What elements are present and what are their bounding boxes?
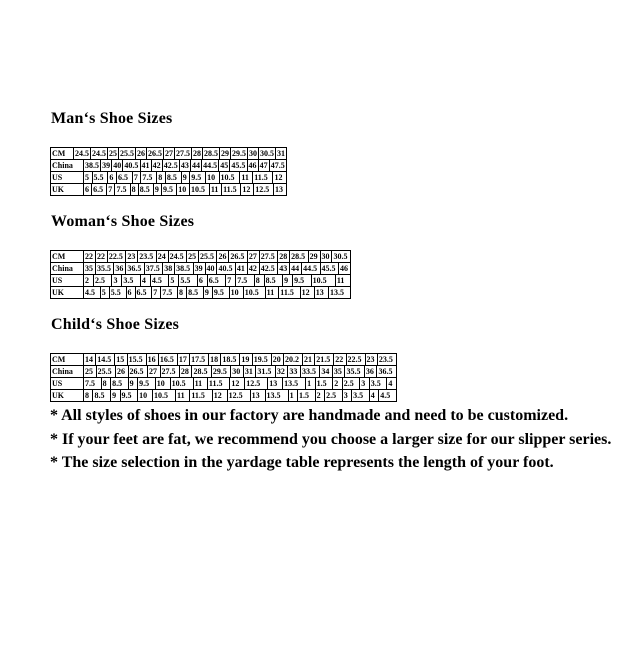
size-cell: 11.5: [222, 184, 241, 196]
size-cell: 10: [177, 184, 190, 196]
size-cell: 2.5: [93, 275, 112, 287]
size-cell: 22.5: [346, 354, 365, 366]
size-cell: 28: [179, 366, 192, 378]
size-cell: 11.5: [207, 378, 229, 390]
size-cell: 22: [95, 251, 107, 263]
size-cell: 42.5: [259, 263, 277, 275]
size-row-china: [50, 159, 287, 172]
row-label: China: [51, 160, 84, 172]
row-label: US: [51, 275, 84, 287]
size-cell: 8.5: [111, 378, 129, 390]
size-cell: 21: [302, 354, 314, 366]
size-cell: 4: [369, 390, 378, 402]
size-cell: 27.5: [160, 366, 179, 378]
note-larger-size: * If your feet are fat, we recommend you choose a larger size for our slipper series.: [50, 430, 612, 448]
row-label: China: [51, 366, 84, 378]
size-cell: 10: [138, 390, 153, 402]
size-table-child: [50, 353, 628, 402]
size-cell: 45.5: [231, 161, 246, 170]
size-cell: 31: [277, 149, 285, 158]
row-label: UK: [51, 184, 84, 196]
size-cell: 2: [333, 378, 342, 390]
size-cell: 13: [314, 287, 328, 299]
size-cell: 11: [193, 378, 207, 390]
size-cell: 27: [165, 149, 173, 158]
size-cell: 40.5: [217, 263, 235, 275]
size-cell: 42: [247, 263, 259, 275]
size-cell: 1.5: [315, 378, 333, 390]
size-cell: 1: [306, 378, 315, 390]
size-cell: 36.5: [377, 366, 397, 378]
size-cell: 46: [248, 161, 257, 170]
size-cell: 10.5: [243, 287, 265, 299]
size-cell: 21.5: [315, 354, 334, 366]
size-cell: 3: [360, 378, 369, 390]
note-handmade: * All styles of shoes in our factory are handmade and need to be customized.: [50, 407, 569, 424]
size-cell: 7.5: [236, 275, 255, 287]
size-cell: 47.5: [270, 161, 285, 170]
size-row-uk: [50, 389, 397, 402]
size-cell: 9.5: [212, 287, 229, 299]
size-cell: 30.5: [332, 251, 351, 263]
section-child-shoe-sizes: [50, 316, 628, 402]
size-cell: 10.5: [153, 390, 176, 402]
size-cell: 27: [147, 366, 160, 378]
size-cell: 41: [235, 263, 247, 275]
size-cell: 16.5: [158, 354, 177, 366]
row-label: CM: [51, 251, 84, 263]
size-cell: 12.5: [254, 184, 274, 196]
size-cell: 30: [231, 366, 244, 378]
size-cell: 6: [126, 287, 135, 299]
size-cell: 17.5: [190, 354, 209, 366]
size-cell: 12: [273, 172, 287, 184]
size-cell: 26.5: [148, 149, 162, 158]
size-cell: 8.5: [93, 390, 111, 402]
size-cell: 4.5: [379, 390, 397, 402]
size-cell: 4: [387, 378, 397, 390]
size-cell: 13.5: [265, 390, 288, 402]
size-cell: 9: [203, 287, 212, 299]
size-cell: 8: [178, 287, 187, 299]
size-cell: 22: [334, 354, 346, 366]
size-cell: 14.5: [96, 354, 115, 366]
size-cell: 23.5: [377, 354, 396, 366]
size-cell: 15.5: [127, 354, 146, 366]
size-cell: 11: [335, 275, 350, 287]
size-cell: 7.5: [141, 172, 157, 184]
size-cell: 45.5: [320, 263, 338, 275]
size-cell: 15: [115, 354, 127, 366]
size-cell: 6.5: [207, 275, 226, 287]
size-cell: 28.5: [192, 366, 211, 378]
size-cell: 23.5: [138, 251, 156, 263]
size-cell: 9: [283, 275, 293, 287]
size-cell: 11.5: [253, 172, 273, 184]
row-label: UK: [51, 287, 84, 299]
size-cell: 20: [271, 354, 283, 366]
size-cell: 38.5: [85, 161, 99, 170]
size-cell: 9.5: [293, 275, 312, 287]
size-cell: 5.5: [109, 287, 126, 299]
size-cell: 12.5: [245, 378, 268, 390]
size-cell: 37.5: [144, 263, 162, 275]
size-cell: 25.5: [96, 366, 115, 378]
size-cell: 3: [342, 390, 351, 402]
size-cell: 26: [137, 149, 145, 158]
size-cell: 8: [84, 390, 93, 402]
size-cell: 13: [250, 390, 265, 402]
size-cell: 25: [109, 149, 117, 158]
size-cell: 12.5: [227, 390, 250, 402]
size-cell: 30.5: [260, 149, 274, 158]
size-cell: 40.5: [124, 161, 139, 170]
size-cell: 43: [278, 263, 290, 275]
size-cell: 24.5: [75, 149, 89, 158]
size-cell: 10.5: [190, 184, 210, 196]
size-cell: 2: [315, 390, 324, 402]
size-cell: 11.5: [279, 287, 300, 299]
size-cell: 2.5: [325, 390, 343, 402]
size-cell: 4.5: [150, 275, 169, 287]
size-cell: 38: [163, 263, 175, 275]
size-cell: 7: [152, 287, 161, 299]
size-cell: 30: [249, 149, 257, 158]
size-cell: 40: [205, 263, 217, 275]
section-man-shoe-sizes: [50, 110, 628, 196]
size-cell: 12: [212, 390, 227, 402]
size-cell: 10.5: [170, 378, 193, 390]
size-cell: 13: [274, 184, 287, 196]
size-cell: 35.5: [345, 366, 364, 378]
size-cell: 43: [180, 161, 189, 170]
size-cell: 5: [100, 287, 109, 299]
size-cell: 19.5: [252, 354, 271, 366]
size-cell: 2: [84, 275, 94, 287]
size-cell: 9: [111, 390, 120, 402]
size-table-woman: [50, 250, 628, 299]
size-cell: 22.5: [107, 251, 125, 263]
size-cell: 7: [226, 275, 236, 287]
size-cell: 41: [141, 161, 150, 170]
size-cell: 9.5: [190, 172, 206, 184]
size-cell: 45: [220, 161, 229, 170]
size-cell: 8: [254, 275, 264, 287]
size-cell: 34: [320, 366, 333, 378]
size-cell: 8.5: [165, 172, 181, 184]
row-label: China: [51, 263, 84, 275]
size-cell: 30: [320, 251, 332, 263]
size-cell: 42: [152, 161, 161, 170]
size-cell: 36: [114, 263, 126, 275]
size-cell: 25: [84, 366, 97, 378]
size-cell: 44: [290, 263, 302, 275]
size-cell: 8.5: [187, 287, 204, 299]
size-cell: 12: [241, 184, 254, 196]
size-cell: 4.5: [84, 287, 101, 299]
size-cell: 13: [268, 378, 283, 390]
size-cell: 26: [115, 366, 128, 378]
row-label: CM: [51, 354, 84, 366]
size-cell: 42.5: [163, 161, 178, 170]
size-cell: 29.5: [232, 149, 246, 158]
size-cell: 24.5: [168, 251, 186, 263]
row-label: UK: [51, 390, 84, 402]
size-cell: 33.5: [300, 366, 319, 378]
size-cell: 6.5: [92, 184, 107, 196]
size-cell: 8: [101, 378, 110, 390]
size-cell: 46: [338, 263, 350, 275]
size-cell: 12: [300, 287, 314, 299]
row-label: CM: [51, 148, 74, 160]
size-cell: 29: [308, 251, 320, 263]
size-cell: 29.5: [211, 366, 230, 378]
size-cell: 35: [332, 366, 345, 378]
size-cell: 28: [193, 149, 201, 158]
size-cell: 8: [130, 184, 138, 196]
size-cell: 23: [365, 354, 377, 366]
size-cell: 35.5: [95, 263, 113, 275]
size-cell: 26: [217, 251, 229, 263]
size-cell: 10: [229, 287, 243, 299]
size-cell: 9.5: [120, 390, 138, 402]
size-cell: 26.5: [229, 251, 247, 263]
size-cell: 1: [288, 390, 297, 402]
size-cell: 6: [84, 184, 92, 196]
size-cell: 11: [176, 390, 190, 402]
size-cell: 13.5: [328, 287, 350, 299]
size-cell: 11: [209, 184, 221, 196]
size-cell: 5.5: [92, 172, 108, 184]
size-cell: 27: [247, 251, 259, 263]
size-cell: 9.5: [162, 184, 177, 196]
size-cell: 20.2: [283, 354, 302, 366]
size-row-cm: [50, 147, 287, 160]
size-cell: 27.5: [259, 251, 277, 263]
section-woman-shoe-sizes: [50, 213, 628, 299]
size-cell: 25: [187, 251, 199, 263]
size-cell: 10: [206, 172, 219, 184]
size-cell: 24.5: [92, 149, 106, 158]
size-cell: 7: [107, 184, 115, 196]
size-cell: 28.5: [290, 251, 308, 263]
size-cell: 11: [265, 287, 279, 299]
size-cell: 9: [181, 172, 190, 184]
note-yardage-table: * The size selection in the yardage table represents the length of your foot.: [50, 454, 554, 471]
size-cell: 40: [113, 161, 122, 170]
size-cell: 36.5: [126, 263, 144, 275]
size-cell: 6.5: [135, 287, 152, 299]
size-cell: 33: [288, 366, 301, 378]
size-cell: 44.5: [302, 263, 320, 275]
size-row-uk: [50, 183, 287, 196]
notes: [50, 404, 626, 475]
size-cell: 35: [84, 263, 96, 275]
size-cell: 9.5: [138, 378, 156, 390]
size-row-uk: [50, 286, 351, 299]
size-cell: 7.5: [84, 378, 102, 390]
size-cell: 3: [112, 275, 122, 287]
size-cell: 9: [128, 378, 137, 390]
section-title-woman: Woman‘s Shoe Sizes: [51, 213, 195, 230]
size-cell: 17: [177, 354, 189, 366]
size-cell: 38.5: [175, 263, 193, 275]
size-cell: 13.5: [283, 378, 306, 390]
size-cell: 16: [146, 354, 158, 366]
size-cell: 8.5: [138, 184, 153, 196]
size-cell: 8.5: [264, 275, 283, 287]
size-cell: 7.5: [161, 287, 178, 299]
size-cell: 31: [243, 366, 256, 378]
size-cell: 23: [126, 251, 138, 263]
size-cell: 5: [84, 172, 93, 184]
size-cell: 6: [108, 172, 117, 184]
size-cell: 11: [240, 172, 253, 184]
size-cell: 47: [259, 161, 268, 170]
content: [50, 110, 628, 475]
size-cell: 29: [221, 149, 229, 158]
size-cell: 10: [155, 378, 170, 390]
size-cell: 19: [240, 354, 252, 366]
size-cell: 7.5: [115, 184, 130, 196]
size-cell: 44: [192, 161, 201, 170]
size-cell: 10.5: [219, 172, 240, 184]
row-label: US: [51, 378, 84, 390]
size-cell: 44.5: [203, 161, 218, 170]
size-cell: 27.5: [176, 149, 190, 158]
size-cell: 3.5: [369, 378, 387, 390]
size-cell: 39: [102, 161, 111, 170]
size-cell: 14: [84, 354, 96, 366]
size-cell: 10.5: [311, 275, 335, 287]
size-cell: 6.5: [116, 172, 132, 184]
size-cell: 28.5: [204, 149, 218, 158]
size-cell: 25.5: [120, 149, 134, 158]
size-cell: 12: [230, 378, 245, 390]
size-cell: 4: [140, 275, 150, 287]
size-cell: 39: [193, 263, 205, 275]
size-cell: 25.5: [199, 251, 217, 263]
size-cell: 1.5: [298, 390, 316, 402]
row-label: US: [51, 172, 84, 184]
size-cell: 31.5: [256, 366, 275, 378]
size-cell: 24: [156, 251, 168, 263]
size-cell: 7: [132, 172, 141, 184]
section-title-man: Man‘s Shoe Sizes: [51, 110, 173, 127]
size-cell: 8: [157, 172, 166, 184]
size-cell: 22: [84, 251, 96, 263]
size-cell: 5.5: [179, 275, 198, 287]
size-cell: 18: [209, 354, 221, 366]
size-cell: 11.5: [190, 390, 212, 402]
size-cell: 2.5: [342, 378, 360, 390]
size-cell: 3.5: [122, 275, 141, 287]
size-cell: 9: [153, 184, 161, 196]
size-table-man: [50, 147, 628, 196]
size-cell: 3.5: [352, 390, 370, 402]
size-cell: 18.5: [221, 354, 240, 366]
size-cell: 28: [278, 251, 290, 263]
size-cell: 5: [169, 275, 179, 287]
size-cell: 32: [275, 366, 288, 378]
size-cell: 36: [364, 366, 377, 378]
size-cell: 26.5: [128, 366, 147, 378]
size-cell: 6: [197, 275, 207, 287]
section-title-child: Child‘s Shoe Sizes: [51, 316, 180, 333]
